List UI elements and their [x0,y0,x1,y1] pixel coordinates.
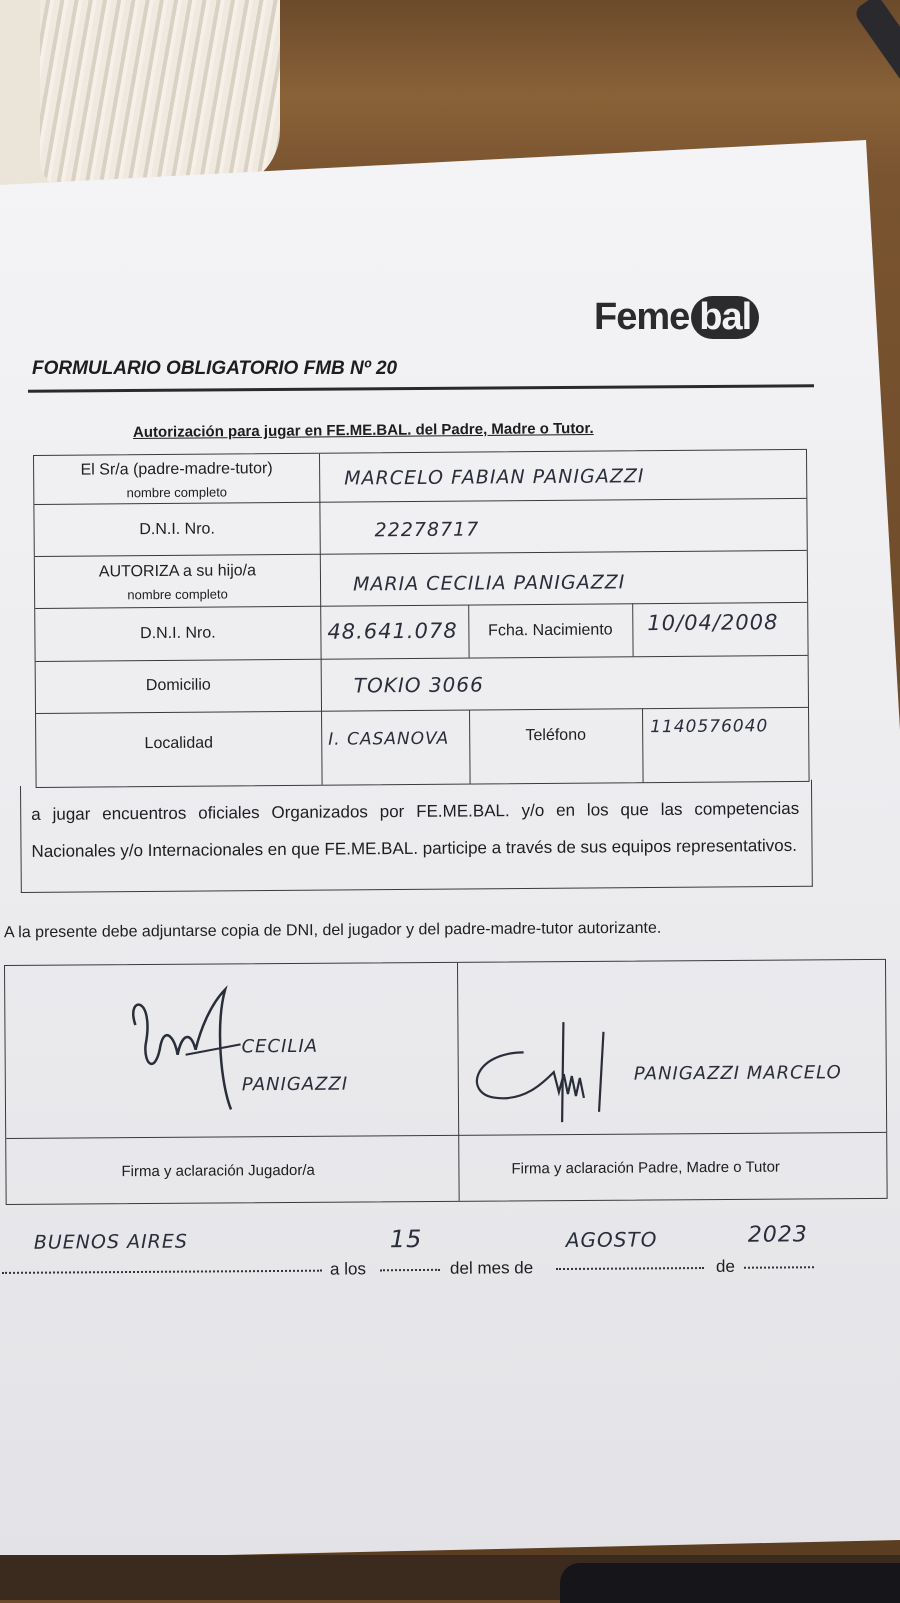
de-text: de [715,1256,735,1276]
year-value: 2023 [747,1222,808,1248]
child-label [35,562,320,603]
a-los-text: a los [329,1259,366,1279]
address-value: TOKIO 3066 [353,672,484,698]
authorization-text: a jugar encuentros oficiales Organizados por FE.ME.BAL. y/o en los que las competencias Nacionales y/o Internacionales en que FE.ME.BAL. participe a través de sus equipos representativos. [31,798,800,861]
logo-suffix: bal [691,296,759,339]
column-divider [642,708,644,782]
month-dotted-line [556,1267,704,1270]
parent-dni-value: 22278717 [374,518,480,542]
background-fringe [40,0,280,190]
femebal-logo [594,296,759,339]
authorization-table [33,449,810,788]
parent-label-text: El Sr/a (padre-madre-tutor) [80,460,273,479]
child-dni-label: D.N.I. Nro. [140,624,216,643]
parent-dni-label: D.N.I. Nro. [139,520,215,539]
row-divider [35,550,807,557]
logo-prefix: Feme [594,296,690,338]
birth-date-value: 10/04/2008 [647,610,779,636]
player-clarification-line2: PANIGAZZI [241,1073,349,1096]
parent-clarification: PANIGAZZI MARCELO [633,1062,842,1085]
city-dotted-line [2,1270,322,1274]
del-mes-de-text: del mes de [449,1258,534,1278]
background-bottom [0,1555,900,1600]
birth-date-label: Fcha. Nacimiento [488,621,613,640]
authorization-paragraph [20,780,813,893]
parent-sublabel: nombre completo [126,484,228,501]
phone-label: Teléfono [525,726,587,745]
signature-baseline [6,1132,886,1139]
attachment-note: A la presente debe adjuntarse copia de DNI, del jugador y del padre-madre-tutor autorizante. [3,919,662,942]
row-divider [36,655,808,662]
signature-table [4,959,888,1205]
locality-label: Localidad [144,734,214,753]
parent-signature-label: Firma y aclaración Padre, Madre o Tutor [511,1158,780,1178]
signature-divider [457,963,460,1201]
month-value: AGOSTO [565,1227,658,1252]
player-signature-mark [115,984,256,1125]
background-pen [853,0,900,126]
day-dotted-line [380,1269,440,1271]
child-name-value: MARIA CECILIA PANIGAZZI [352,571,626,596]
parent-label [34,460,319,501]
parent-signature-mark [463,1012,624,1133]
player-signature-label: Firma y aclaración Jugador/a [121,1161,315,1181]
address-label: Domicilio [145,676,211,695]
player-clarification-line1: CECILIA [241,1035,319,1058]
phone-value: 1140576040 [650,716,769,738]
date-line [0,1222,840,1290]
locality-value: I. CASANOVA [328,728,450,750]
child-sublabel: nombre completo [127,586,228,603]
row-divider [36,707,808,714]
parent-name-value: MARCELO FABIAN PANIGAZZI [344,465,645,490]
form-subtitle: Autorización para jugar en FE.ME.BAL. del Padre, Madre o Tutor. [132,419,594,442]
city-value: BUENOS AIRES [33,1230,188,1254]
column-divider [469,710,471,784]
day-value: 15 [389,1224,423,1254]
child-dni-value: 48.641.078 [327,618,458,644]
child-label-text: AUTORIZA a su hijo/a [98,562,257,581]
row-divider [35,602,807,609]
year-dotted-line [744,1266,814,1268]
form-title: FORMULARIO OBLIGATORIO FMB Nº 20 [32,358,398,379]
